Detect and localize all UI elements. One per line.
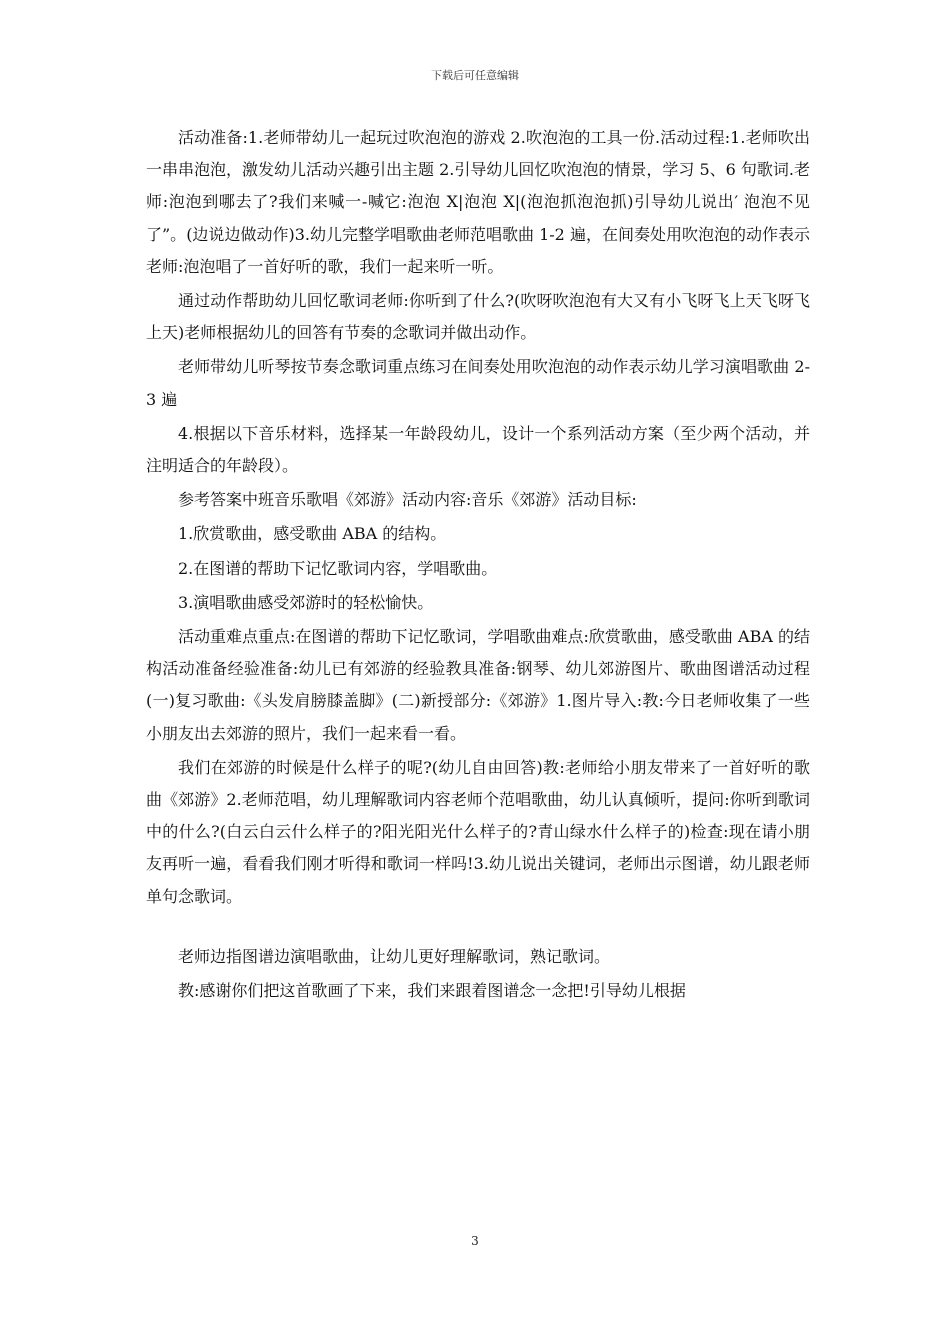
paragraph-goal-3: 3.演唱歌曲感受郊游时的轻松愉快。 [178,592,434,612]
paragraph-recall-lyrics: 通过动作帮助幼儿回忆歌词老师:你听到了什么?(吹呀吹泡泡有大又有小飞呀飞上天飞呀飞上天)老师根据幼儿的回答有节奏的念歌词并做出动作。 [146,291,810,343]
paragraph-reference-answer: 参考答案中班音乐歌唱《郊游》活动内容:音乐《郊游》活动目标: [178,490,637,510]
paragraph-thank-you: 教:感谢你们把这首歌画了下来，我们来跟着图谱念一念把!引导幼儿根据 [178,981,686,1001]
paragraph-point-and-sing: 老师边指图谱边演唱歌曲，让幼儿更好理解歌词，熟记歌词。 [178,946,611,966]
paragraph-practice-singing: 老师带幼儿听琴按节奏念歌词重点练习在间奏处用吹泡泡的动作表示幼儿学习演唱歌曲 2-3 遍 [146,357,810,409]
page-header-note: 下载后可任意编辑 [431,69,519,82]
paragraph-key-points: 活动重难点重点:在图谱的帮助下记忆歌词，学唱歌曲难点:欣赏歌曲，感受歌曲 ABA 的结构活动准备经验准备:幼儿已有郊游的经验教具准备:钢琴、幼儿郊游图片、歌曲图谱活动过程(一)复习歌曲:《头发肩膀膝盖脚》(二)新授部分:《郊游》1.图片导入:教:今日老师收集了一些小朋友出去郊游的照片，我们一起来看一看。 [146,627,810,743]
paragraph-activity-preparation: 活动准备:1.老师带幼儿一起玩过吹泡泡的游戏 2.吹泡泡的工具一份.活动过程:1.老师吹出一串串泡泡，激发幼儿活动兴趣引出主题 2.引导幼儿回忆吹泡泡的情景，学习 5、6 句歌词.老师:泡泡到哪去了?我们来喊一-喊它:泡泡 X|泡泡 X|(泡泡抓泡泡抓)引导幼儿说出′ 泡泡不见了”。(边说边做动作)3.幼儿完整学唱歌曲老师范唱歌曲 1-2 遍，在间奏处用吹泡泡的动作表示老师:泡泡唱了一首好听的歌，我们一起来听一听。 [146,128,810,276]
document-body [146,122,810,1009]
paragraph-goal-1: 1.欣赏歌曲，感受歌曲 ABA 的结构。 [178,524,447,544]
paragraph-teacher-demo: 我们在郊游的时候是什么样子的呢?(幼儿自由回答)教:老师给小朋友带来了一首好听的歌曲《郊游》2.老师范唱，幼儿理解歌词内容老师个范唱歌曲，幼儿认真倾听，提问:你听到歌词中的什么?(白云白云什么样子的?阳光阳光什么样子的?青山绿水什么样子的)检查:现在请小朋友再听一遍，看看我们刚才听得和歌词一样吗!3.幼儿说出关键词，老师出示图谱，幼儿跟老师单句念歌词。 [146,757,810,906]
page-number: 3 [471,1234,479,1248]
paragraph-question-4: 4.根据以下音乐材料，选择某一年龄段幼儿，设计一个系列活动方案（至少两个活动，并注明适合的年龄段）。 [146,423,810,476]
paragraph-goal-2: 2.在图谱的帮助下记忆歌词内容，学唱歌曲。 [178,558,498,578]
